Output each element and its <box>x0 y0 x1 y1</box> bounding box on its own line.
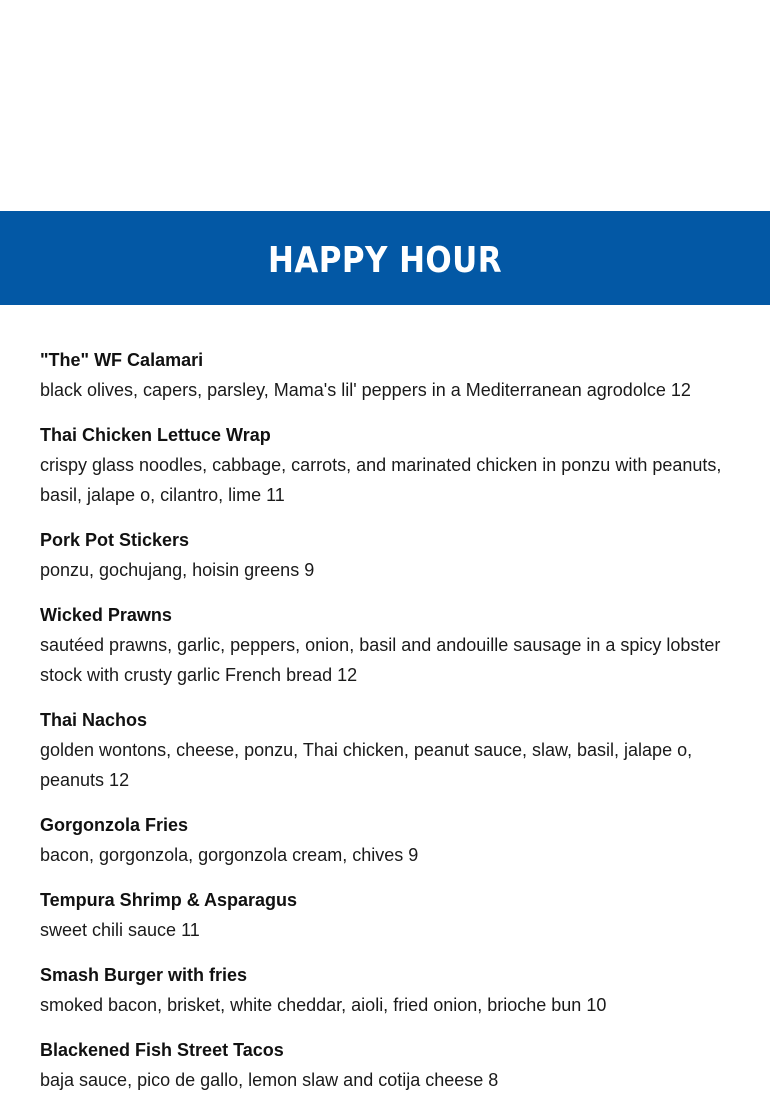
page-title: HAPPY HOUR <box>268 239 502 281</box>
menu-list <box>0 305 770 1095</box>
menu-item-description: golden wontons, cheese, ponzu, Thai chicken, peanut sauce, slaw, basil, jalape o, peanuts 12 <box>40 740 693 790</box>
menu-item-name: Gorgonzola Fries <box>40 815 189 835</box>
menu-item-name: Thai Chicken Lettuce Wrap <box>40 425 271 445</box>
menu-item-wicked-prawns <box>40 600 730 690</box>
header-banner <box>0 211 770 305</box>
menu-item-description: ponzu, gochujang, hoisin greens 9 <box>40 560 315 580</box>
menu-item-description: bacon, gorgonzola, gorgonzola cream, chives 9 <box>40 845 419 865</box>
menu-item-description: black olives, capers, parsley, Mama's lil' peppers in a Mediterranean agrodolce 12 <box>40 380 691 400</box>
menu-item-name: Thai Nachos <box>40 710 148 730</box>
top-whitespace <box>0 0 770 211</box>
menu-item-description: smoked bacon, brisket, white cheddar, aioli, fried onion, brioche bun 10 <box>40 995 607 1015</box>
menu-item-gorgonzola-fries <box>40 810 730 870</box>
menu-item-name: "The" WF Calamari <box>40 350 204 370</box>
menu-item-name: Tempura Shrimp & Asparagus <box>40 890 298 910</box>
menu-item-description: sautéed prawns, garlic, peppers, onion, basil and andouille sausage in a spicy lobster stock with crusty garlic French bread 12 <box>40 635 721 685</box>
menu-item-name: Wicked Prawns <box>40 605 172 625</box>
menu-item-name: Pork Pot Stickers <box>40 530 190 550</box>
menu-item-tempura-shrimp <box>40 885 730 945</box>
menu-item-name: Blackened Fish Street Tacos <box>40 1040 284 1060</box>
menu-item-name: Smash Burger with fries <box>40 965 248 985</box>
menu-item-smash-burger <box>40 960 730 1020</box>
menu-item-calamari <box>40 345 730 405</box>
menu-item-pork-pot-stickers <box>40 525 730 585</box>
menu-item-thai-chicken-lettuce-wrap <box>40 420 730 510</box>
menu-item-description: baja sauce, pico de gallo, lemon slaw and cotija cheese 8 <box>40 1070 499 1090</box>
menu-item-thai-nachos <box>40 705 730 795</box>
menu-item-fish-tacos <box>40 1035 730 1095</box>
menu-item-description: crispy glass noodles, cabbage, carrots, and marinated chicken in ponzu with peanuts, basil, jalape o, cilantro, lime 11 <box>40 455 722 505</box>
menu-item-description: sweet chili sauce 11 <box>40 920 200 940</box>
